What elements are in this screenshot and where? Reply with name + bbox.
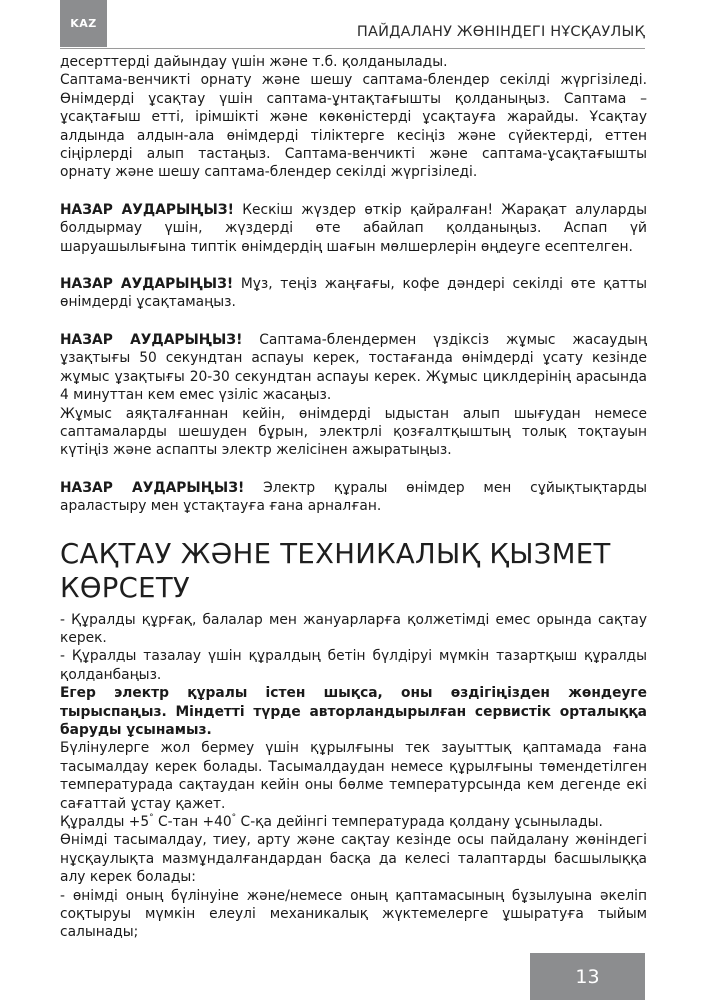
temperature-paragraph: Құралды +5° С-тан +40° С-қа дейінгі температурада қолдану ұсынылады. — [60, 813, 603, 830]
header-divider — [60, 48, 645, 49]
page-body — [60, 53, 647, 942]
intro-paragraph-1: десерттерді дайындау үшін және т.б. қолданылады. — [60, 54, 448, 70]
language-tab — [60, 0, 107, 47]
language-code: KAZ — [70, 17, 97, 30]
degree-sign: ° — [149, 813, 154, 823]
page-number: 13 — [575, 965, 600, 988]
running-header-title: ПАЙДАЛАНУ ЖӨНІНДЕГІ НҰСҚАУЛЫҚ — [356, 24, 645, 40]
warning-text: Мұз, теңіз жаңғағы, кофе дәндері секілді өте қатты өнімдерді ұсақтамаңыз. — [60, 276, 647, 311]
intro-paragraph-2: Саптама-венчикті орнату және шешу саптама-блендер секілді жүргізіледі. Өнімдерді ұсақтау үшін саптама-ұнтақтағышты қолданыңыз. Саптама – ұсақтағыш етті, ірімшікті және көкөністерді ұсақтауға жарайды. Ұсақтау алдында алдын-ала өнімдерді тіліктерге кесіңіз және сүйектерді, еттен сіңірлерді алып тастаңыз. Саптама-венчикті және саптама-ұсақтағышты орнату және шешу саптама-блендер секілді жүргізіледі. — [60, 72, 647, 181]
after-work-paragraph: Жұмыс аяқталғаннан кейін, өнімдерді ыдыстан алып шығудан немесе саптамаларды шешуден бұрын, электрлі қозғалтқыштың толық тоқтауын күтіңіз және аспапты электр желісінен ажыратыңыз. — [60, 405, 647, 459]
warning-paragraph-4 — [60, 479, 647, 516]
degree-sign: ° — [231, 813, 237, 823]
warning-label: НАЗАР АУДАРЫҢЫЗ! — [60, 331, 243, 348]
warning-text: Кескіш жүздер өткір қайралған! Жарақат алуларды болдырмау үшін, жүздерді өте абайлап қолданыңыз. Аспап үй шаруашылығына типтік өнімдердің шағын мөлшерлерін өңдеуге есептелген. — [60, 201, 647, 255]
warning-paragraph-3 — [60, 331, 647, 405]
warning-label: НАЗАР АУДАРЫҢЫЗ! — [60, 479, 245, 496]
requirements-paragraph: Өнімді тасымалдау, тиеу, арту және сақтау кезінде осы пайдалану жөніндегі нұсқаулықта мазмұндалғандардан басқа да келесі талаптарды басшылыққа алу керек болады: — [60, 832, 647, 886]
warning-paragraph-1 — [60, 201, 647, 256]
warning-label: НАЗАР АУДАРЫҢЫЗ! — [60, 276, 234, 293]
warning-text: Саптама-блендермен үздіксіз жұмыс жасаудың ұзақтығы 50 секундтан аспауы керек, тостағанда өнімдерді ұсату кезінде жұмыс ұзақтығы 20-30 секундтан аспауы керек. Жұмыс циклдерінің арасында 4 минуттан кем емес үзіліс жасаңыз. — [60, 331, 647, 404]
transport-paragraph: Бүлінулерге жол бермеу үшін құрылғыны тек зауыттық қаптамада ғана тасымалдау керек болады. Тасымалдаудан немесе құрылғыны төмендетілген температурада сақтаудан кейін оны бөлме температурсында кем дегенде екі сағаттай ұстау қажет. — [60, 740, 647, 812]
service-center-notice: Егер электр құралы істен шықса, оны өздігіңізден жөндеуге тырыспаңыз. Міндетті түрде авторландырылған сервистік орталыққа баруды ұсынамыз. — [60, 685, 647, 738]
warning-paragraph-2 — [60, 275, 647, 312]
page-number-box — [530, 953, 645, 1000]
storage-item-cleaning: - Құралды тазалау үшін құралдың бетін бүлдіруі мүмкін тазартқыш құралды қолданбаңыз. — [60, 648, 647, 683]
section-title-storage: САҚТАУ ЖӘНЕ ТЕХНИКАЛЫҚ ҚЫЗМЕТ КӨРСЕТУ — [60, 537, 611, 604]
warning-label: НАЗАР АУДАРЫҢЫЗ! — [60, 201, 234, 218]
storage-item-dry-place: - Құралды құрғақ, балалар мен жануарларға қолжетімді емес орында сақтау керек. — [60, 611, 647, 646]
storage-item-mechanical-loads: - өнімді оның бүлінуіне және/немесе оның қаптамасының бұзылуына әкеліп соқтыруы мүмкін елеулі механикалық жүктемелерге ұшыратуға тыйым салынады; — [60, 887, 647, 941]
warning-text: Электр құралы өнімдер мен сұйықтықтарды араластыру мен ұстақтауға ғана арналған. — [60, 479, 648, 515]
